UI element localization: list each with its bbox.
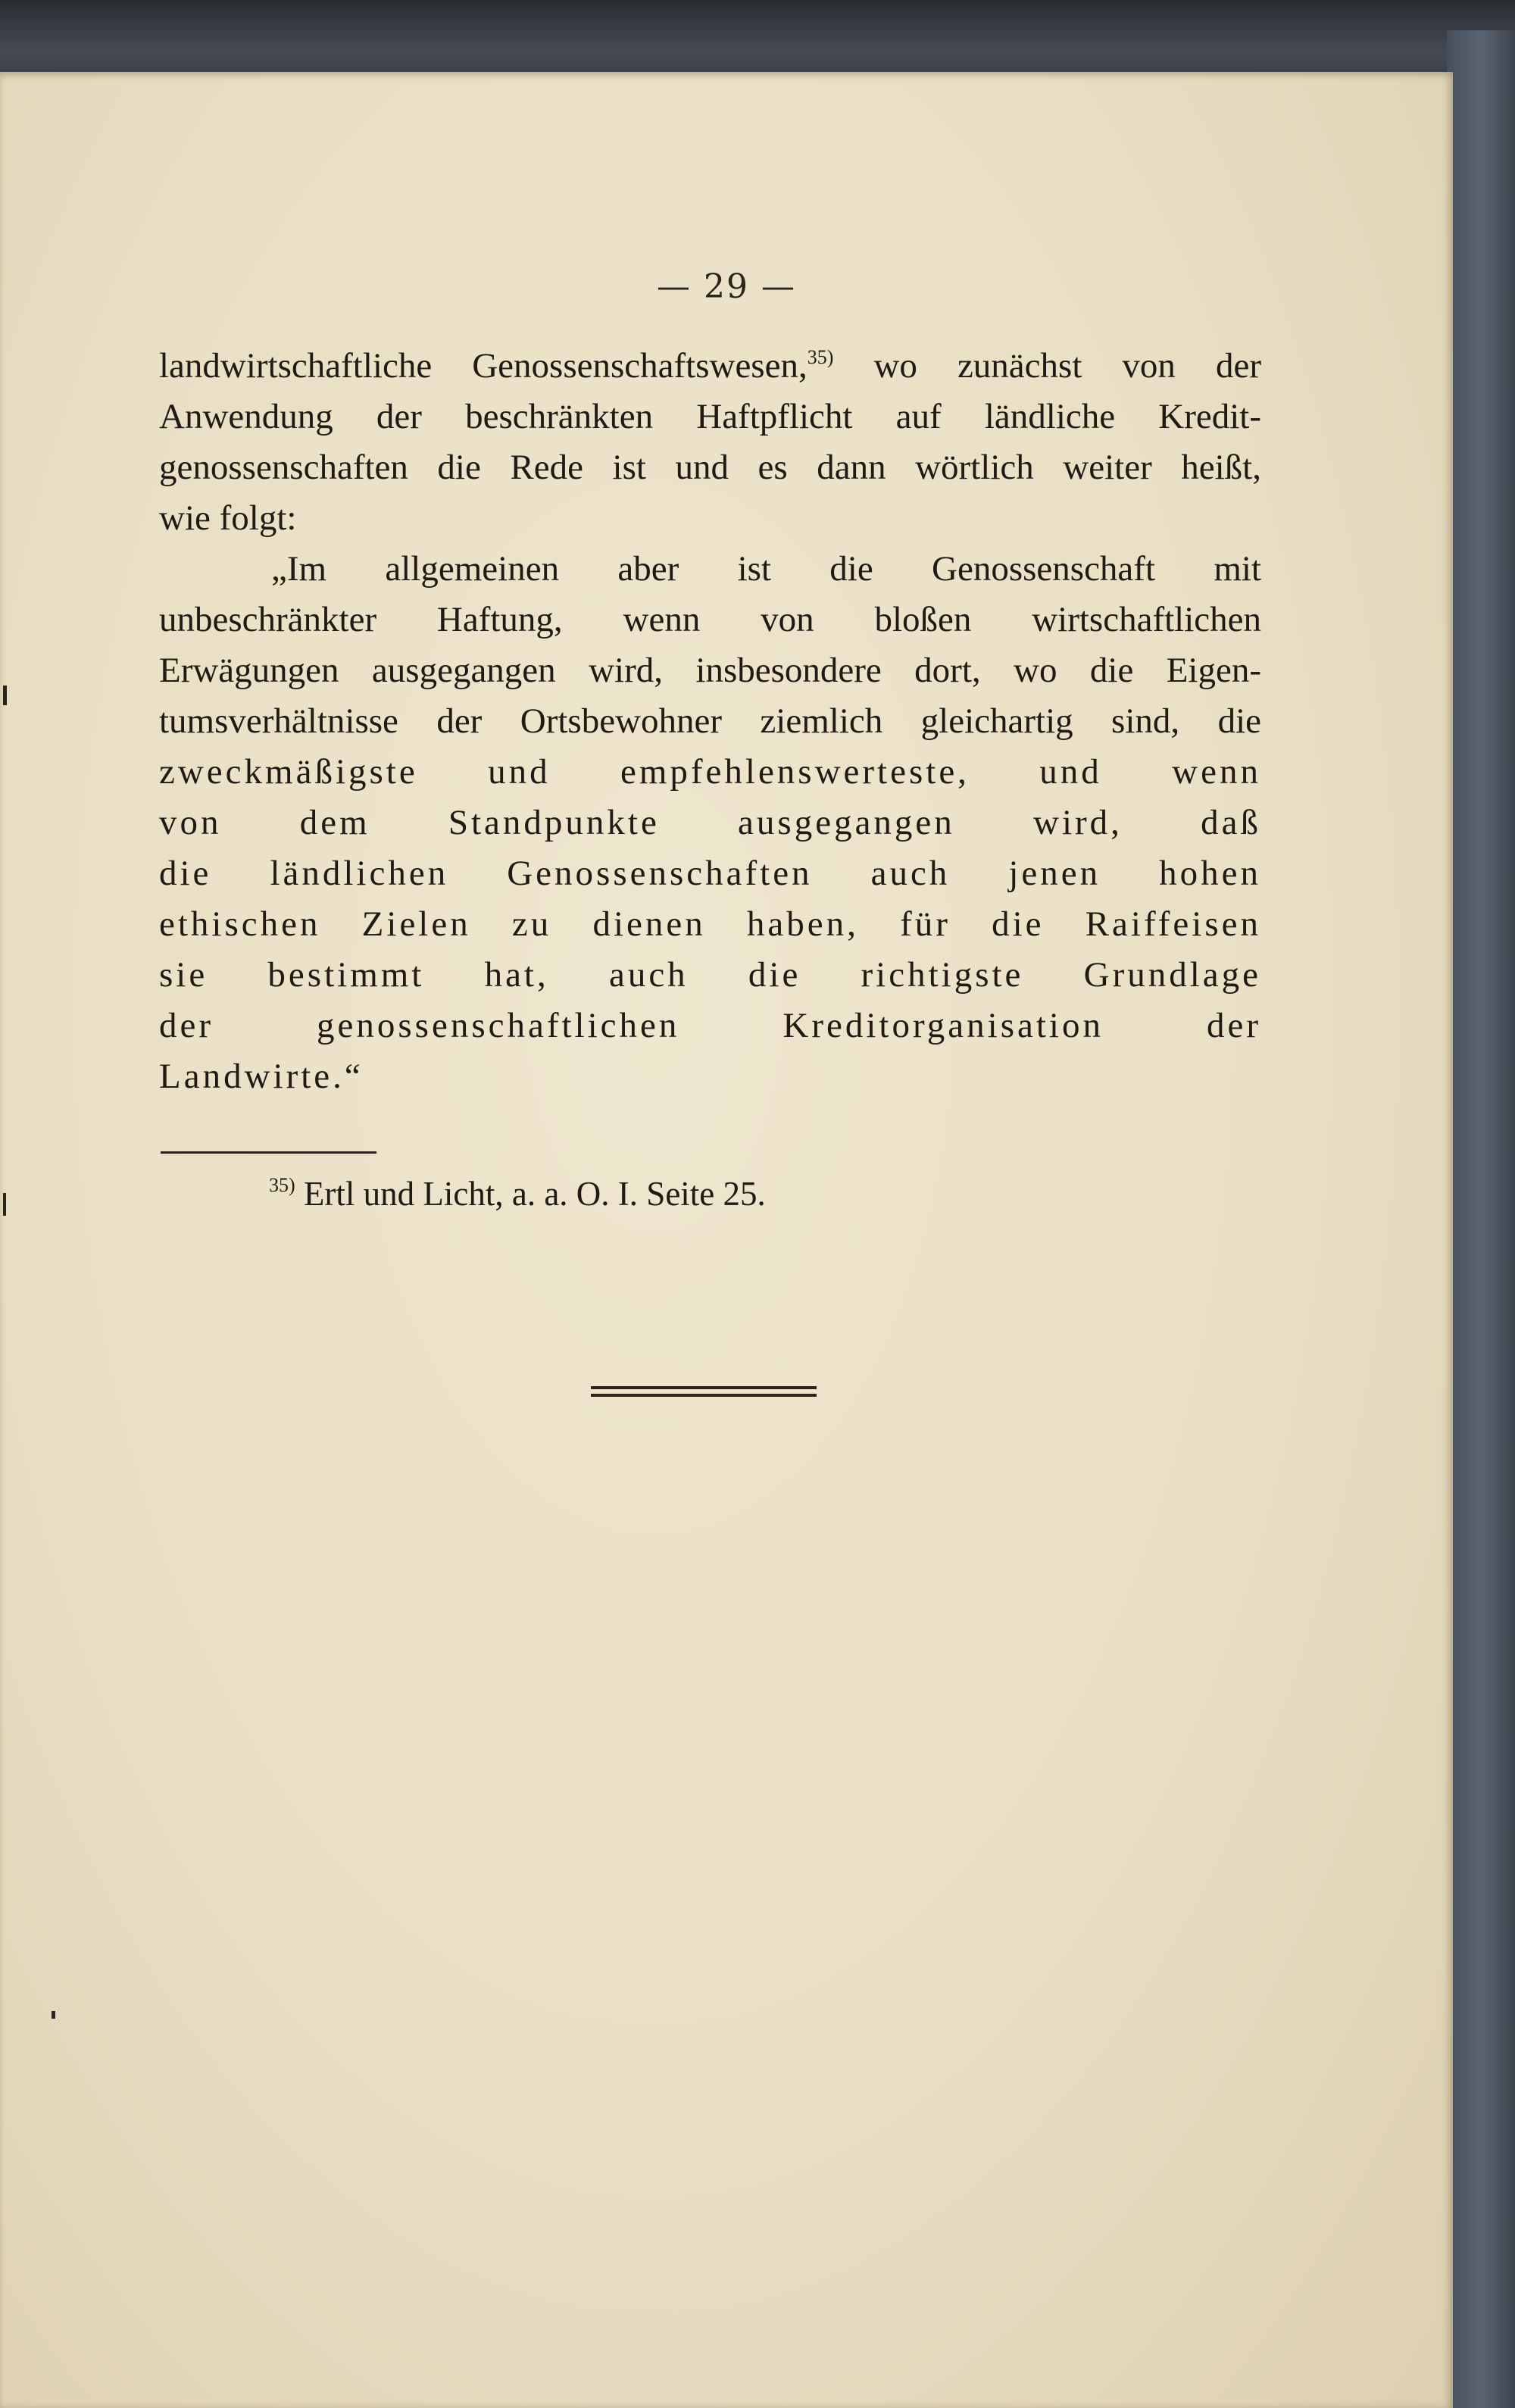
page-edge-mark: [3, 1193, 6, 1216]
quote-line-7: die ländlichen Genossenschaften auch jenen hohen: [159, 854, 1261, 893]
end-ornament-rule: [591, 1386, 817, 1397]
page-edge-mark: [3, 686, 7, 705]
scan-board-top: [0, 0, 1515, 76]
text-line-1-end: wo zunächst von der: [833, 346, 1261, 386]
text-line-1: [159, 341, 1261, 392]
page-edge-mark: [52, 2011, 55, 2019]
footnote-ref: 35): [807, 346, 834, 368]
quote-line-1: „Im allgemeinen aber ist die Genossenschaft mit: [271, 549, 1261, 589]
quote-line-2: unbeschränkter Haftung, wenn von bloßen wirtschaftlichen: [159, 600, 1261, 639]
quote-line-11: Landwirte.“: [159, 1057, 364, 1096]
book-cover-edge: [1447, 30, 1515, 2408]
quote-line-8: ethischen Zielen zu dienen haben, für die Raiffeisen: [159, 904, 1261, 944]
text-line-4: wie folgt:: [159, 498, 297, 538]
quote-line-10: der genossenschaftlichen Kreditorganisation der: [159, 1006, 1261, 1045]
footnote-marker: 35): [269, 1174, 295, 1196]
quote-line-5: zweckmäßigste und empfehlenswerteste, und wenn: [159, 752, 1261, 792]
quote-line-9: sie bestimmt hat, auch die richtigste Grundlage: [159, 955, 1261, 995]
text-line-2: Anwendung der beschränkten Haftpflicht auf ländliche Kredit-: [159, 397, 1261, 436]
quote-line-3: Erwägungen ausgegangen wird, insbesondere dort, wo die Eigen-: [159, 651, 1261, 690]
footnote: [269, 1174, 766, 1213]
main-text: [159, 341, 1261, 1102]
quote-line-4: tumsverhältnisse der Ortsbewohner ziemlich gleichartig sind, die: [159, 701, 1261, 741]
quote-line-6: von dem Standpunkte ausgegangen wird, daß: [159, 803, 1261, 842]
book-page: [0, 72, 1453, 2408]
text-line-1-start: landwirtschaftliche Genossenschaftswesen,: [159, 346, 807, 386]
footnote-text: Ertl und Licht, a. a. O. I. Seite 25.: [295, 1175, 766, 1213]
footnote-divider: [161, 1151, 376, 1154]
page-number: — 29 —: [657, 267, 796, 306]
text-line-3: genossenschaften die Rede ist und es dann wörtlich weiter heißt,: [159, 448, 1261, 487]
